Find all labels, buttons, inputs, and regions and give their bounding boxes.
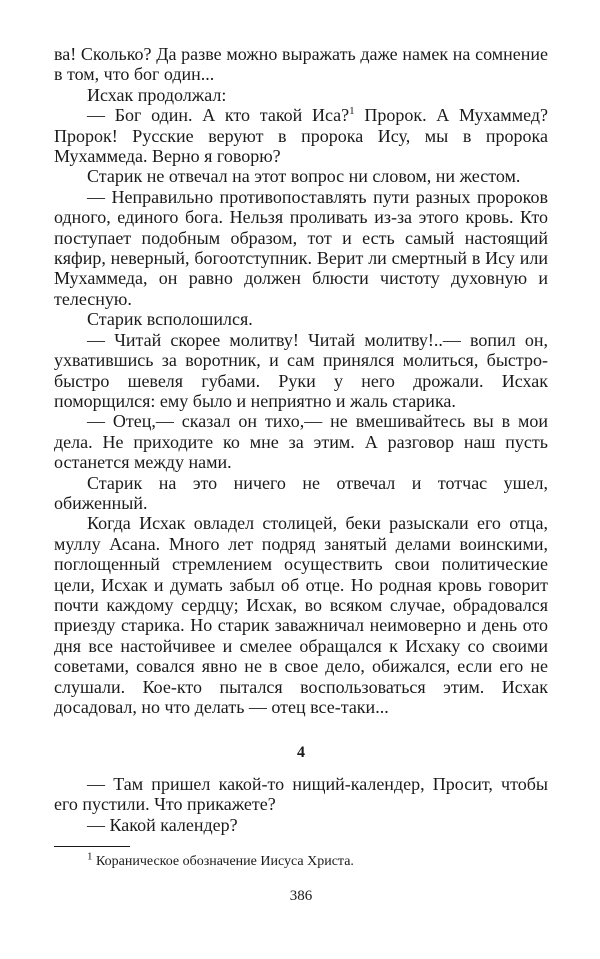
- paragraph-text: Пророк. А Мухаммед? Пророк! Русские веруют в пророка Ису, мы в пророка Мухаммеда. Верно я говорю?: [54, 105, 548, 167]
- book-page: [54, 44, 548, 904]
- page-number: 386: [289, 888, 313, 904]
- footnote-text: Кораническое обозначение Иисуса Христа.: [92, 854, 354, 869]
- paragraph: — Читай скорее молитву! Читай молитву!..— вопил он, ухватившись за воротник, и сам принялся молиться, быстро-быстро шевеля губами. Руки у него дрожали. Исхак поморщился: ему было и неприятно и жаль старика.: [54, 329, 548, 411]
- footnote-divider: [54, 846, 130, 847]
- paragraph: — Неправильно противопоставлять пути разных пророков одного, единого бога. Нельзя проливать из-за этого кровь. Кто поступает подобным образом, тот и есть самый настоящий кяфир, неверный, богоотступник. Верит ли смертный в Ису или Мухаммеда, он равно должен блюсти чистоту духовную и телесную.: [54, 186, 548, 309]
- paragraph: Старик на это ничего не отвечал и тотчас ушел, обиженный.: [54, 472, 548, 513]
- main-text: [54, 44, 548, 717]
- paragraph: ва! Сколько? Да разве можно выражать даже намек на сомнение в том, что бог один...: [54, 44, 548, 85]
- footnote-mark: 1: [87, 850, 93, 863]
- paragraph-text: — Бог один. А кто такой Иса?: [87, 105, 350, 126]
- footnote-reference: 1: [349, 105, 355, 118]
- footnote: [54, 850, 548, 870]
- paragraph: — Там пришел какой-то нищий-календер, Просит, чтобы его пустили. Что прикажете?: [54, 774, 548, 815]
- paragraph: Старик не отвечал на этот вопрос ни словом, ни жестом.: [87, 166, 521, 187]
- paragraph: Исхак продолжал:: [87, 84, 227, 105]
- paragraph: — Какой календер?: [87, 814, 238, 835]
- paragraph: — Отец,— сказал он тихо,— не вмешивайтесь вы в мои дела. Не приходите ко мне за этим. А разговор наш пусть останется между нами.: [54, 411, 548, 473]
- section-number: 4: [297, 744, 305, 761]
- section-text: [54, 774, 548, 835]
- paragraph: Когда Исхак овладел столицей, беки разыскали его отца, муллу Асана. Много лет подряд занятый делами воинскими, поглощенный стремлением осуществить свои политические цели, Исхак и думать забыл об отце. Но родная кровь говорит почти каждому сердцу; Исхак, во всяком случае, обрадовался приезду старика. Но старик заважничал неимоверно и день ото дня все настойчивее и смелее обращался к Исхаку со своими советами, совался явно не в свое дело, обижался, если его не слушали. Кое-кто пытался воспользоваться этим. Исхак досадовал, но что делать — отец все-таки...: [54, 513, 548, 717]
- paragraph: Старик всполошился.: [87, 309, 253, 330]
- paragraph: [54, 105, 548, 166]
